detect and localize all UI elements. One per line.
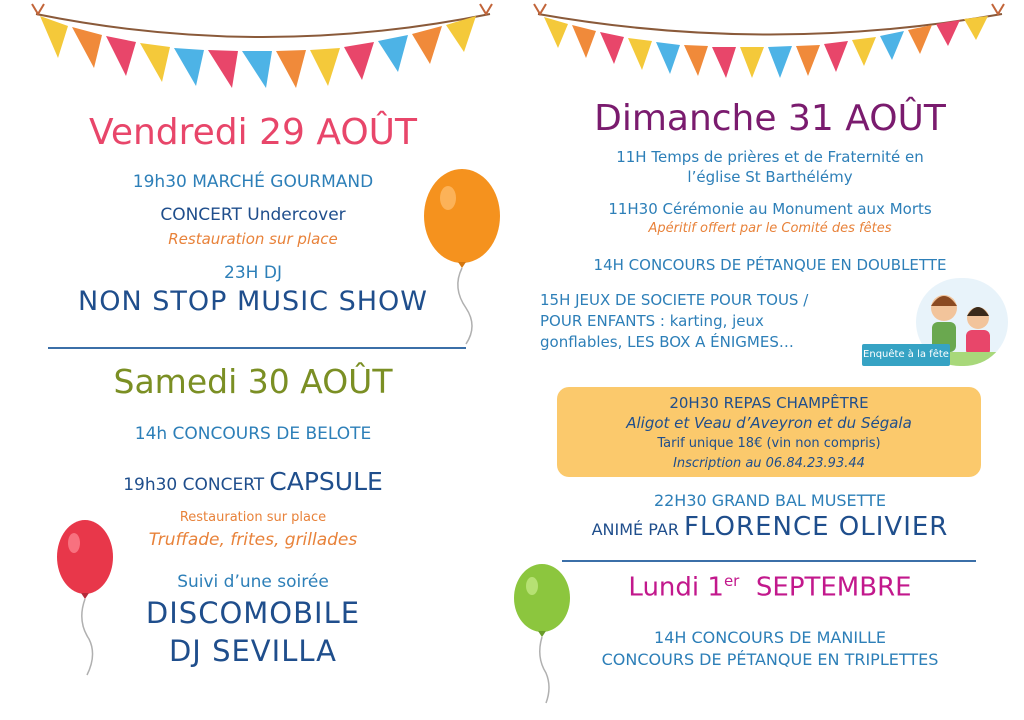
saturday-menu: Truffade, frites, grillades <box>148 530 358 550</box>
saturday-concert <box>28 467 478 496</box>
bunting-right <box>530 0 1010 90</box>
flag <box>852 37 876 66</box>
saturday-restauration: Restauration sur place <box>179 510 327 525</box>
saturday-belote: 14h CONCOURS DE BELOTE <box>134 424 372 444</box>
enquete-badge <box>862 344 950 366</box>
sunday-jeux-2: POUR ENFANTS : karting, jeux <box>540 312 764 330</box>
sunday-jeux <box>540 290 870 353</box>
flag <box>174 48 204 86</box>
ball-anime-par: ANIMÉ PAR <box>591 520 679 539</box>
sunday-prieres-2: l’église St Barthélémy <box>687 168 853 186</box>
bunting-bow-right <box>480 4 492 14</box>
bunting-bow-left <box>32 4 44 14</box>
ball-title: 22H30 GRAND BAL MUSETTE <box>653 491 887 510</box>
flag <box>908 25 932 54</box>
sunday-prieres-1: 11H Temps de prières et de Fraternité en <box>616 148 924 166</box>
monday-title-month: SEPTEMBRE <box>755 572 912 603</box>
flag <box>656 42 680 74</box>
flag <box>768 46 792 78</box>
flag <box>796 45 820 76</box>
sunday-jeux-3: gonflables, LES BOX A ÉNIGMES… <box>540 333 794 351</box>
flag <box>544 17 568 48</box>
flag <box>712 47 736 78</box>
meal-menu: Aligot et Veau d’Aveyron et du Ségala <box>626 414 912 432</box>
meal-title: 20H30 REPAS CHAMPÊTRE <box>669 394 869 412</box>
sunday-petanque: 14H CONCOURS DE PÉTANQUE EN DOUBLETTE <box>593 256 947 274</box>
concert-label: CONCERT <box>160 205 242 225</box>
sunday-title: Dimanche 31 AOÛT <box>594 98 946 139</box>
flag <box>140 43 170 82</box>
sunday-aperitif: Apéritif offert par le Comité des fêtes <box>648 221 892 236</box>
flag <box>106 36 136 76</box>
flag <box>208 50 238 88</box>
monday-title-sup: er <box>723 572 740 590</box>
concert-name: Undercover <box>247 205 346 225</box>
flag <box>310 48 340 86</box>
flag <box>344 42 374 80</box>
friday-dj-time: 23H DJ <box>224 263 282 283</box>
concert-time-label: 19h30 CONCERT <box>123 475 265 495</box>
ball-artist: FLORENCE OLIVIER <box>684 512 949 542</box>
bunting-left <box>28 0 498 100</box>
flag <box>40 16 68 58</box>
flag <box>600 32 624 64</box>
friday-line-marche: 19h30 MARCHÉ GOURMAND <box>132 172 374 192</box>
badge-label: Enquête à la fête <box>863 349 949 360</box>
monday-petanque: CONCOURS DE PÉTANQUE EN TRIPLETTES <box>601 650 939 669</box>
monday-title-day: Lundi 1 <box>628 572 724 603</box>
friday-restauration: Restauration sur place <box>168 230 338 248</box>
friday-music-show: NON STOP MUSIC SHOW <box>78 286 428 317</box>
flag <box>378 35 408 72</box>
flag <box>276 50 306 88</box>
flag <box>628 38 652 70</box>
orange-balloon <box>420 168 520 348</box>
flag <box>740 47 764 78</box>
monday-title <box>540 572 1000 603</box>
separator-left <box>48 347 466 349</box>
saturday-suivi: Suivi d’une soirée <box>177 572 329 592</box>
bunting-bow-right <box>992 4 1004 14</box>
saturday-dj: DJ SEVILLA <box>168 634 338 668</box>
friday-line-concert <box>28 205 478 225</box>
saturday-discomobile: DISCOMOBILE <box>145 596 361 630</box>
flag <box>684 45 708 76</box>
flag <box>936 20 960 46</box>
ball-animation <box>540 512 1000 542</box>
friday-title: Vendredi 29 AOÛT <box>88 112 418 153</box>
flag <box>72 27 102 68</box>
concert-capsule: CAPSULE <box>269 467 383 496</box>
flag <box>572 25 596 58</box>
sunday-ceremonie: 11H30 Cérémonie au Monument aux Morts <box>608 200 932 218</box>
meal-inscription: Inscription au 06.84.23.93.44 <box>673 456 865 471</box>
bunting-bow-left <box>534 4 546 14</box>
sunday-jeux-1: 15H JEUX DE SOCIETE POUR TOUS / <box>540 291 809 309</box>
flag <box>242 51 272 88</box>
monday-manille: 14H CONCOURS DE MANILLE <box>654 628 886 647</box>
flag <box>412 26 442 64</box>
flag <box>824 41 848 72</box>
meal-price: Tarif unique 18€ (vin non compris) <box>657 436 881 451</box>
separator-right <box>562 560 976 562</box>
saturday-title: Samedi 30 AOÛT <box>113 362 393 401</box>
flag <box>964 16 988 40</box>
flag <box>880 31 904 60</box>
